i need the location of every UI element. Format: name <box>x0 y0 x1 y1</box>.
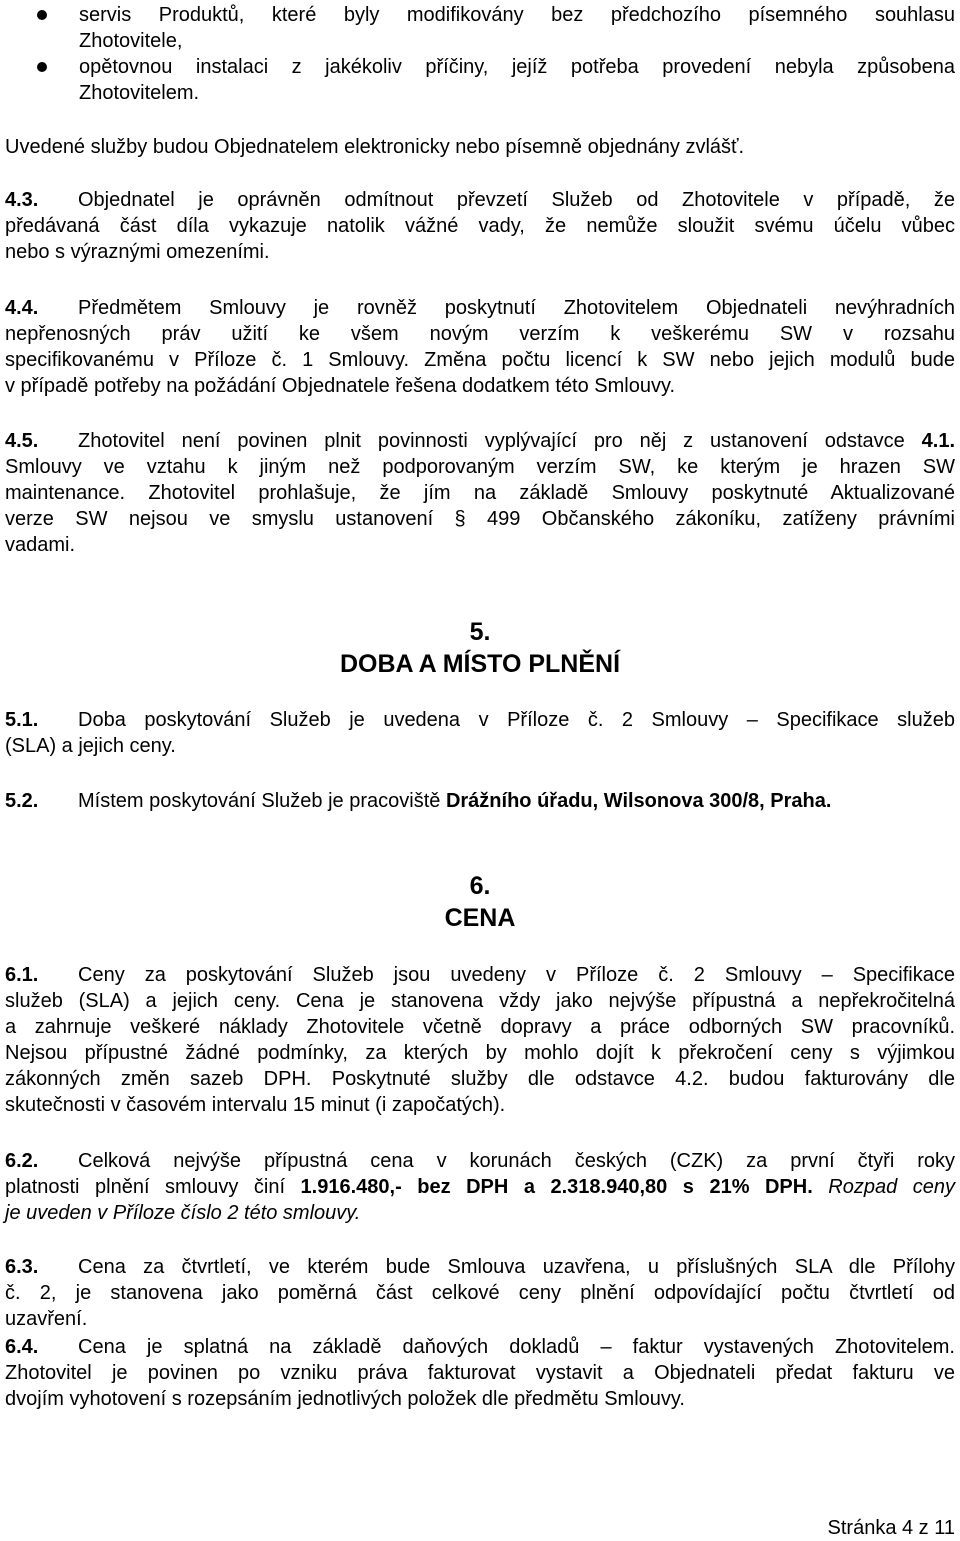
section-6-number: 6. <box>469 872 491 900</box>
section-5-title: DOBA A MÍSTO PLNĚNÍ <box>339 650 621 678</box>
para-4-5-line-2: Smlouvy ve vztahu k jiným než podporovaným verzím SW, ke kterým je hrazen SW <box>5 456 955 478</box>
total-price: 1.916.480,- bez DPH a 2.318.940,80 s 21% DPH. <box>300 1176 813 1198</box>
section-5-number: 5. <box>469 618 491 646</box>
para-4-4-line-1: 4.4. Předmětem Smlouvy je rovněž poskytnutí Zhotovitelem Objednateli nevýhradních <box>5 297 955 319</box>
para-6-3-number: 6.3. <box>5 1256 39 1278</box>
para-5-1-number: 5.1. <box>5 709 39 731</box>
para-6-3-line-1: 6.3. Cena za čtvrtletí, ve kterém bude Smlouva uzavřena, u příslušných SLA dle Přílohy <box>5 1256 955 1278</box>
page-number-footer: Stránka 4 z 11 <box>827 1517 955 1539</box>
para-4-4-line-3: specifikovanému v Příloze č. 1 Smlouvy. Změna počtu licencí k SW nebo jejich modulů bude <box>5 349 955 371</box>
para-6-1-line-1: 6.1. Ceny za poskytování Služeb jsou uvedeny v Příloze č. 2 Smlouvy – Specifikace <box>5 964 955 986</box>
para-4-3-number: 4.3. <box>5 189 39 211</box>
para-6-3-line-2: č. 2, je stanovena jako poměrná část celkové ceny plnění odpovídající počtu čtvrtletí od <box>5 1282 955 1304</box>
para-6-2-line-1: 6.2. Celková nejvýše přípustná cena v korunách českých (CZK) za první čtyři roky <box>5 1150 955 1172</box>
bullet-1-icon <box>37 10 47 20</box>
para-6-4-line-1: 6.4. Cena je splatná na základě daňových dokladů – faktur vystavených Zhotovitelem. <box>5 1336 955 1358</box>
para-4-3-line-2: předávaná část díla vykazuje natolik vážné vady, že nemůže sloužit svému účelu vůbec <box>5 215 955 237</box>
para-6-1-line-2: služeb (SLA) a jejich ceny. Cena je stanovena vždy jako nejvýše přípustná a nepřekročitelná <box>5 990 955 1012</box>
para-5-1-line-1: 5.1. Doba poskytování Služeb je uvedena v Příloze č. 2 Smlouvy – Specifikace služeb <box>5 709 955 731</box>
para-4-4-line-2: nepřenosných práv užití ke všem novým verzím k veškerému SW v rozsahu <box>5 323 955 345</box>
para-6-1-line-5: zákonných změn sazeb DPH. Poskytnuté služby dle odstavce 4.2. budou fakturovány dle <box>5 1068 955 1090</box>
para-6-4-number: 6.4. <box>5 1336 39 1358</box>
para-6-1-number: 6.1. <box>5 964 39 986</box>
para-4-4-line-4: v případě potřeby na požádání Objednatele řešena dodatkem této Smlouvy. <box>5 375 676 397</box>
bullet-2-icon <box>37 62 47 72</box>
bullet-1-line-2: Zhotovitele, <box>79 30 183 52</box>
section-6-title: CENA <box>444 904 516 932</box>
bullet-2-line-1: opětovnou instalaci z jakékoliv příčiny, jejíž potřeba provedení nebyla způsobena <box>79 56 955 78</box>
place-of-performance: Drážního úřadu, Wilsonova 300/8, Praha. <box>445 790 832 812</box>
para-6-1-line-6: skutečnosti v časovém intervalu 15 minut (i započatých). <box>5 1094 506 1116</box>
para-6-2-number: 6.2. <box>5 1150 39 1172</box>
para-6-1-line-3: a zahrnuje veškeré náklady Zhotovitele včetně dopravy a práce odborných SW pracovníků. <box>5 1016 955 1038</box>
para-4-5-line-3: maintenance. Zhotovitel prohlašuje, že jím na základě Smlouvy poskytnuté Aktualizované <box>5 482 955 504</box>
para-4-3-line-3: nebo s výraznými omezeními. <box>5 241 270 263</box>
para-6-2-line-2: platnosti plnění smlouvy činí 1.916.480,- bez DPH a 2.318.940,80 s 21% DPH. Rozpad ceny <box>5 1176 956 1198</box>
para-5-2-line-1: 5.2. Místem poskytování Služeb je pracoviště Drážního úřadu, Wilsonova 300/8, Praha. <box>5 790 832 812</box>
para-4-3-line-1: 4.3. Objednatel je oprávněn odmítnout převzetí Služeb od Zhotovitele v případě, že <box>5 189 955 211</box>
para-6-1-line-4: Nejsou přípustné žádné podmínky, za kterých by mohlo dojít k překročení ceny s výjimkou <box>5 1042 955 1064</box>
para-5-2-number: 5.2. <box>5 790 39 812</box>
para-6-4-line-3: dvojím vyhotovení s rozepsáním jednotlivých položek dle předmětu Smlouvy. <box>5 1388 685 1410</box>
para-6-4-line-2: Zhotovitel je povinen po vzniku práva fakturovat vystavit a Objednateli předat fakturu ve <box>5 1362 955 1384</box>
para-4-5-line-4: verze SW nejsou ve smyslu ustanovení § 499 Občanského zákoníku, zatíženy právními <box>5 508 955 530</box>
para-5-1-line-2: (SLA) a jejich ceny. <box>5 735 176 757</box>
services-ordered-text: Uvedené služby budou Objednatelem elektronicky nebo písemně objednány zvlášť. <box>5 136 745 158</box>
bullet-1-line-1: servis Produktů, které byly modifikovány bez předchozího písemného souhlasu <box>79 4 955 26</box>
para-4-5-line-1: 4.5. Zhotovitel není povinen plnit povinnosti vyplývající pro něj z ustanovení odstavce 4.1. <box>5 430 955 452</box>
para-4-5-number: 4.5. <box>5 430 39 452</box>
para-6-2-line-3: je uveden v Příloze číslo 2 této smlouvy. <box>5 1202 361 1224</box>
para-6-3-line-3: uzavření. <box>5 1308 88 1330</box>
bullet-2-line-2: Zhotovitelem. <box>79 82 200 104</box>
para-4-5-line-5: vadami. <box>5 534 76 556</box>
para-4-4-number: 4.4. <box>5 297 39 319</box>
